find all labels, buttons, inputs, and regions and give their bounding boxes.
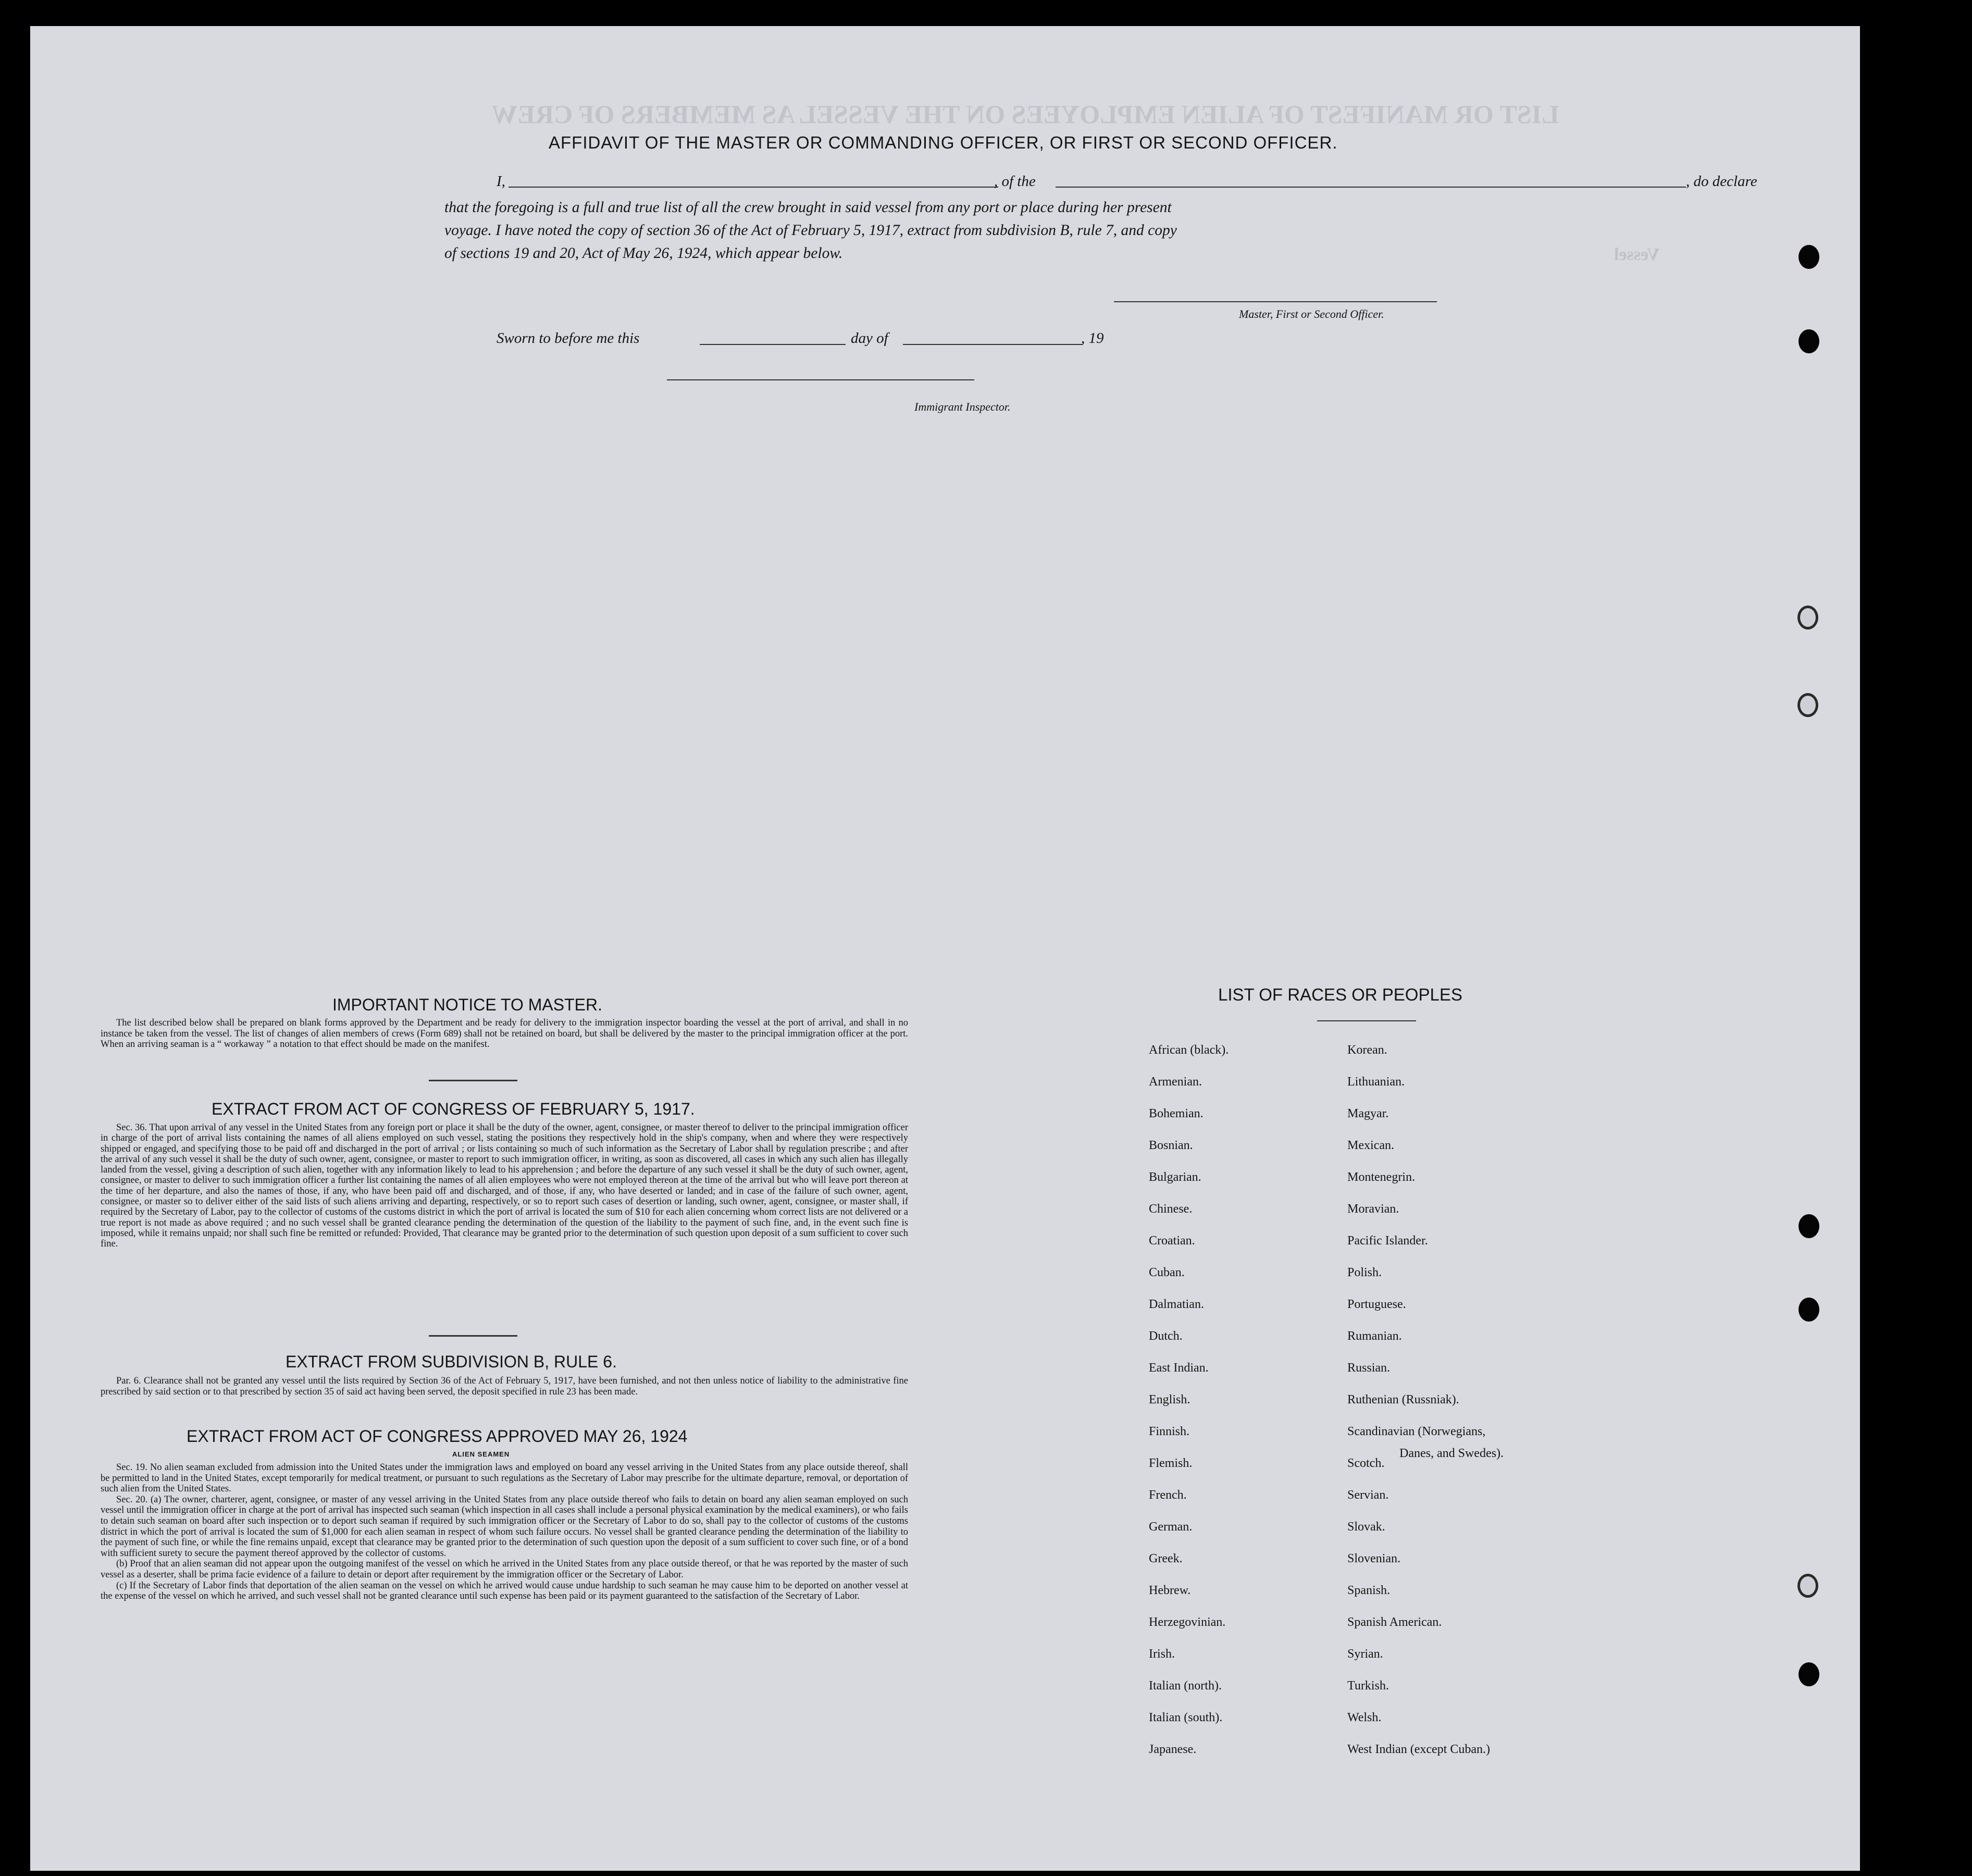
notice-title: IMPORTANT NOTICE TO MASTER.	[332, 995, 602, 1014]
races-divider	[1317, 1020, 1416, 1021]
divider-rule	[429, 1080, 517, 1081]
vessel-blank	[1056, 187, 1686, 188]
inspector-signature-line	[667, 379, 974, 380]
extract-1924-text	[101, 1462, 908, 1602]
bleed-through-title: LIST OR MANIFEST OF ALIEN EMPLOYEES ON THE VESSEL AS MEMBERS OF CREW	[491, 100, 1559, 129]
binder-hole	[1797, 1574, 1818, 1598]
binder-hole	[1799, 329, 1819, 353]
bleed-through-vessel: Vessel	[1614, 245, 1660, 264]
race-item: Bosnian.	[1149, 1139, 1193, 1152]
race-item: Servian.	[1347, 1488, 1389, 1502]
race-item: Russian.	[1347, 1361, 1391, 1375]
extract-1924-title: EXTRACT FROM ACT OF CONGRESS APPROVED MAY 26, 1924	[187, 1427, 688, 1446]
race-item: African (black).	[1149, 1043, 1229, 1057]
race-item: Magyar.	[1347, 1107, 1389, 1120]
race-item: Bohemian.	[1149, 1107, 1204, 1120]
race-item: Dalmatian.	[1149, 1298, 1204, 1311]
binder-hole	[1799, 1298, 1819, 1322]
binder-hole	[1797, 606, 1818, 630]
race-item: Chinese.	[1149, 1202, 1193, 1216]
master-signature-line	[1114, 301, 1437, 302]
race-item: Welsh.	[1347, 1711, 1382, 1724]
extract-1917-title: EXTRACT FROM ACT OF CONGRESS OF FEBRUARY 5, 1917.	[212, 1100, 695, 1118]
sworn-month-blank	[903, 344, 1083, 345]
sec20a-paragraph: Sec. 20. (a) The owner, charterer, agent, consignee, or master of any vessel arriving in the United States from any place outside thereof who fails to detain on board any alien seaman employed on such vessel until the immigration officer in charge at the port of arrival has inspected such seaman (which inspection in all cases shall include a personal physical examination by the medical examiners), or who fails to detain such seaman on board after such inspection or to deport such seaman if required by such immigration officer or the Secretary of Labor to do so, shall pay to the collector of customs of the customs district in which the port of arrival is located the sum of $1,000 for each alien seaman in respect of whom such failure occurs. No vessel shall be granted clearance pending the determination of the liability to the payment of such fine, or while the fine remains unpaid, except that clearance may be granted prior to the determination of such question upon the deposit of a sum sufficient to cover such fine, or of a bond with sufficient surety to secure the payment thereof approved by the collector of customs.	[101, 1494, 908, 1559]
year-label: , 19	[1081, 330, 1104, 347]
race-item: Bulgarian.	[1149, 1170, 1201, 1184]
race-item: West Indian (except Cuban.)	[1347, 1743, 1490, 1756]
affidavit-body-line2: voyage. I have noted the copy of section 36 of the Act of February 5, 1917, extract from subdivision B, rule 7, and copy	[444, 222, 1177, 239]
extract-1917-text	[101, 1122, 908, 1250]
race-item: Turkish.	[1347, 1679, 1389, 1693]
race-item-continuation: Danes, and Swedes).	[1399, 1447, 1504, 1460]
sworn-label: Sworn to before me this	[497, 330, 640, 347]
day-of-label: day of	[851, 330, 888, 347]
race-item: Syrian.	[1347, 1647, 1383, 1661]
name-blank	[508, 187, 998, 188]
race-item: Slovenian.	[1347, 1552, 1400, 1565]
race-item: Slovak.	[1347, 1520, 1385, 1534]
race-item: Moravian.	[1347, 1202, 1399, 1216]
race-item: Cuban.	[1149, 1266, 1185, 1279]
extract-rule6-title: EXTRACT FROM SUBDIVISION B, RULE 6.	[286, 1352, 617, 1371]
race-item: Ruthenian (Russniak).	[1347, 1393, 1459, 1406]
divider-rule	[429, 1335, 517, 1337]
affidavit-declare-label: , do declare	[1686, 173, 1757, 190]
race-item: Herzegovinian.	[1149, 1615, 1226, 1629]
race-item: Croatian.	[1149, 1234, 1195, 1248]
extract-1924-subtitle: ALIEN SEAMEN	[452, 1450, 510, 1458]
race-item: Korean.	[1347, 1043, 1387, 1057]
race-item: Flemish.	[1149, 1457, 1193, 1470]
sworn-day-blank	[700, 344, 846, 345]
binder-hole	[1799, 245, 1819, 269]
affidavit-body-line1: that the foregoing is a full and true list of all the crew brought in said vessel from any port or place during her present	[444, 199, 1172, 216]
races-title: LIST OF RACES OR PEOPLES	[1218, 985, 1462, 1004]
affidavit-body-line3: of sections 19 and 20, Act of May 26, 1924, which appear below.	[444, 245, 843, 262]
race-item: French.	[1149, 1488, 1187, 1502]
race-item: English.	[1149, 1393, 1190, 1406]
race-item: East Indian.	[1149, 1361, 1209, 1375]
sec19-paragraph: Sec. 19. No alien seaman excluded from admission into the United States under the immigration laws and employed on board any vessel arriving in the United States from any place outside thereof, shall be permitted to land in the United States, except temporarily for medical treatment, or pursuant to such regulations as the Secretary of Labor may prescribe for the ultimate departure, removal, or deportation of such alien from the United States.	[101, 1462, 908, 1495]
race-item: Rumanian.	[1347, 1329, 1402, 1343]
race-item: Lithuanian.	[1347, 1075, 1405, 1089]
binder-hole	[1797, 693, 1818, 717]
document-sheet	[30, 26, 1860, 1871]
extract-1917-paragraph: Sec. 36. That upon arrival of any vessel in the United States from any foreign port or place it shall be the duty of the owner, agent, consignee, or master thereof to deliver to the principal immigration officer in charge of the port of arrival lists containing the names of all aliens employed on such vessel, stating the positions they respectively hold in the ship's company, when and where they were respectively shipped or engaged, and specifying those to be paid off and discharged in the port of arrival ; or lists containing so much of such information as the Secretary of Labor shall by regulation prescribe ; and after the arrival of any such vessel it shall be the duty of such owner, agent, consignee, or master to report to such immigration officer, in writing, as soon as discovered, all cases in which any such alien has illegally landed from the vessel, giving a description of such alien, together with any information likely to lead to his apprehension ; and before the departure of any such vessel it shall be the duty of such owner, agent, consignee, or master to deliver to such immigration officer a further list containing the names of all alien employees who were not employed thereon at the time of the arrival but who will leave port thereon at the time of her departure, and also the names of those, if any, who have been paid off and discharged, and of those, if any, who have deserted or landed; and in case of the failure of such owner, agent, consignee, or master so to deliver either of the said lists of such aliens arriving and departing, respectively, or so to report such cases of desertion or landing, such owner, agent, consignee, or master shall, if required by the Secretary of Labor, pay to the collector of customs of the customs district in which the port of arrival is located the sum of $10 for each alien concerning whom correct lists are not delivered or a true report is not made as above required ; and no such vessel shall be granted clearance pending the determination of the question of the liability to the payment of such fine, and, in the event such fine is imposed, while it remains unpaid; nor shall such fine be remitted or refunded: Provided, That clearance may be granted prior to the determination of such question upon deposit of a sum sufficient to cover such fine.	[101, 1122, 908, 1250]
inspector-signature-label: Immigrant Inspector.	[914, 400, 1011, 413]
master-signature-label: Master, First or Second Officer.	[1239, 307, 1384, 320]
binder-hole	[1799, 1214, 1819, 1238]
race-item: Pacific Islander.	[1347, 1234, 1428, 1248]
affidavit-title: AFFIDAVIT OF THE MASTER OR COMMANDING OFFICER, OR FIRST OR SECOND OFFICER.	[549, 133, 1338, 152]
race-item: Polish.	[1347, 1266, 1382, 1279]
extract-rule6-paragraph: Par. 6. Clearance shall not be granted any vessel until the lists required by Section 36 of the Act of February 5, 1917, have been furnished, and not then unless notice of liability to the administrative fine prescribed by said section or to that prescribed by section 35 of said act having been served, the deposit specified in rule 23 has been made.	[101, 1376, 908, 1397]
binder-hole	[1799, 1662, 1819, 1686]
race-item: Scotch.	[1347, 1457, 1385, 1470]
race-item: Dutch.	[1149, 1329, 1183, 1343]
race-item: Armenian.	[1149, 1075, 1202, 1089]
race-item: German.	[1149, 1520, 1193, 1534]
sec20b-paragraph: (b) Proof that an alien seaman did not appear upon the outgoing manifest of the vessel on which he arrived in the United States from any place outside thereof, or that he was reported by the master of such vessel as a deserter, shall be prima facie evidence of a failure to detain or deport after requirement by the immigration officer or the Secretary of Labor.	[101, 1559, 908, 1580]
race-item: Montenegrin.	[1347, 1170, 1415, 1184]
notice-paragraph: The list described below shall be prepared on blank forms approved by the Department and be ready for delivery to the immigration inspector boarding the vessel at the port of arrival, and shall in no instance be taken from the vessel. The list of changes of alien members of crews (Form 689) shall not be retained on board, but shall be delivered by the master to the principal immigration officer at the port. When an arriving seaman is a “ workaway ” a notation to that effect should be made on the manifest.	[101, 1018, 908, 1050]
race-item: Greek.	[1149, 1552, 1183, 1565]
extract-rule6-text	[101, 1376, 908, 1397]
notice-text	[101, 1018, 908, 1050]
race-item: Italian (north).	[1149, 1679, 1222, 1693]
race-item: Spanish.	[1347, 1584, 1391, 1597]
affidavit-i-label: I,	[497, 173, 505, 190]
race-item: Irish.	[1149, 1647, 1175, 1661]
sec20c-paragraph: (c) If the Secretary of Labor finds that deportation of the alien seaman on the vessel on which he arrived would cause undue hardship to such seaman he may cause him to be deported on another vessel at the expense of the vessel on which he arrived, and such vessel shall not be granted clearance until such expense has been paid or its payment guaranteed to the satisfaction of the Secretary of Labor.	[101, 1580, 908, 1602]
affidavit-of-the-label: , of the	[994, 173, 1036, 190]
race-item: Finnish.	[1149, 1425, 1190, 1438]
race-item: Spanish American.	[1347, 1615, 1442, 1629]
race-item: Italian (south).	[1149, 1711, 1223, 1724]
race-item: Japanese.	[1149, 1743, 1197, 1756]
race-item: Portuguese.	[1347, 1298, 1406, 1311]
race-item: Mexican.	[1347, 1139, 1394, 1152]
race-item: Hebrew.	[1149, 1584, 1191, 1597]
race-item: Scandinavian (Norwegians,	[1347, 1425, 1486, 1438]
